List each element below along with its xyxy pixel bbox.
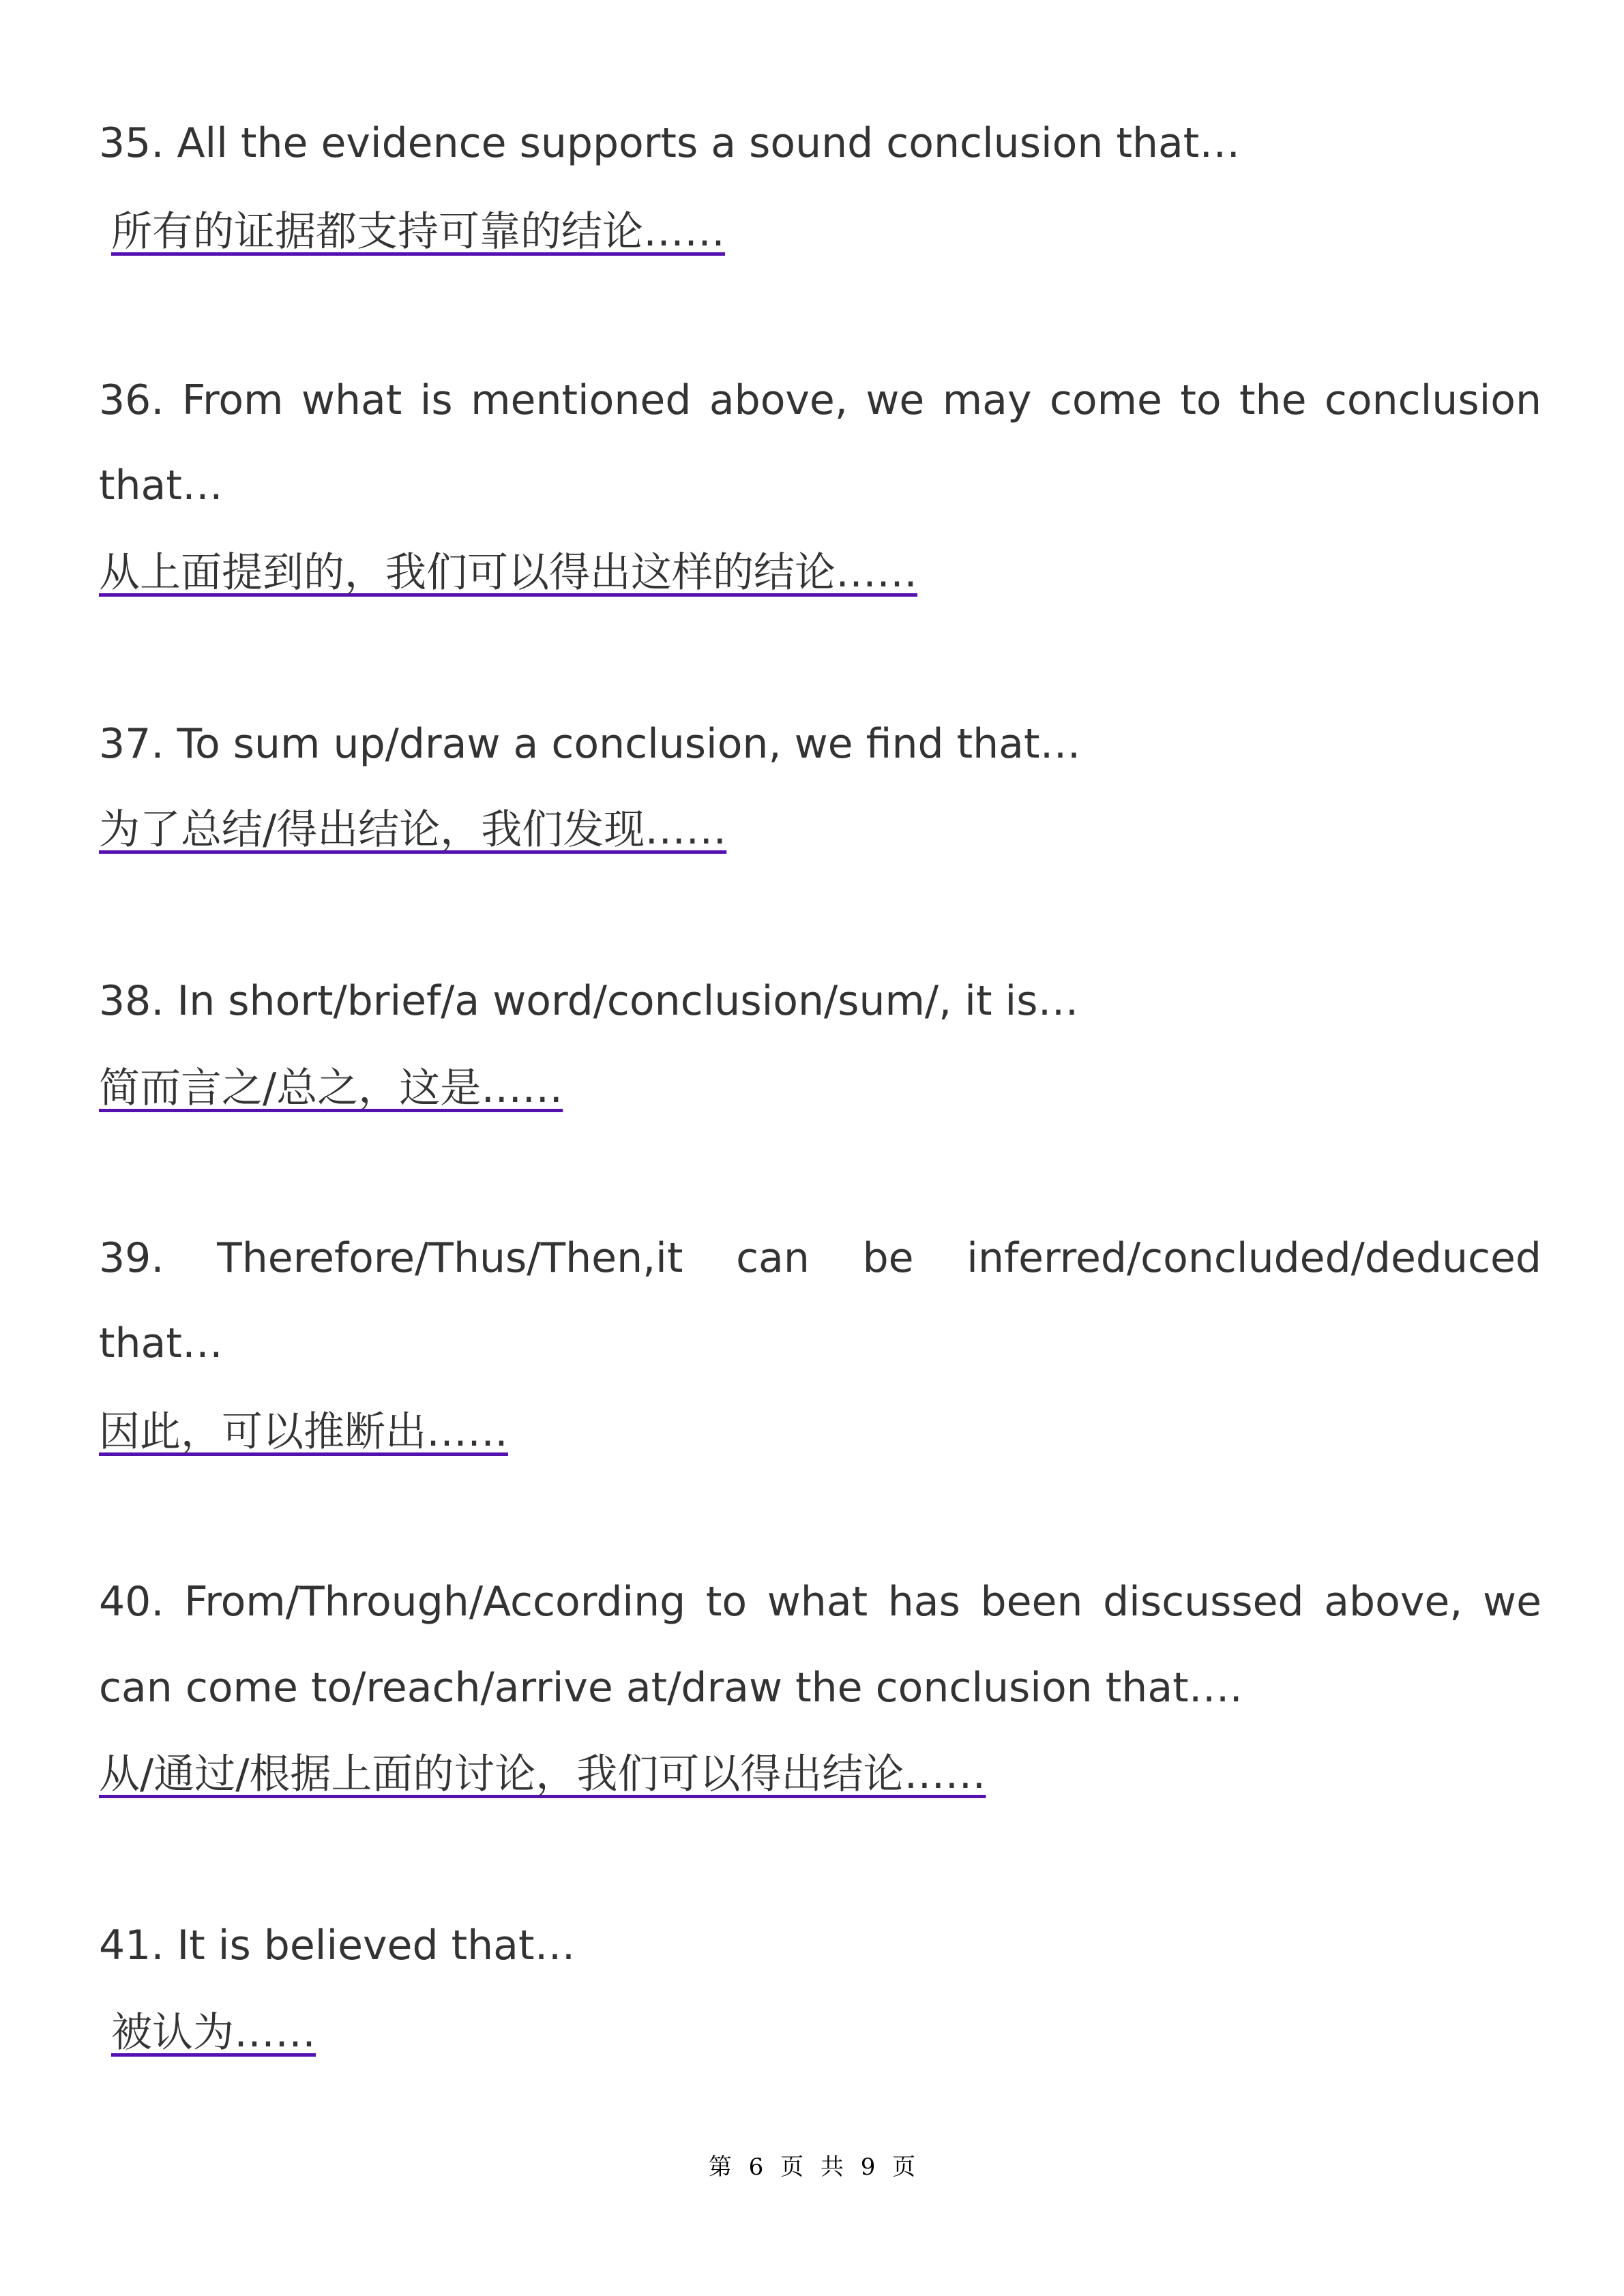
phrase-40-cn [99,1747,1541,1802]
phrase-37-en: 37. To sum up/draw a conclusion, we find that… [99,720,1081,768]
phrase-40-en-line1: 40. From/Through/According to what has been discussed above, we [99,1578,1541,1626]
translation-41: 被认为…… [111,2009,316,2057]
translation-35: 所有的证据都支持可靠的结论…… [111,208,725,256]
phrase-38-en: 38. In short/brief/a word/conclusion/sum/, it is… [99,977,1079,1025]
phrase-39-en-line2: that… [99,1320,223,1367]
translation-37: 为了总结/得出结论，我们发现…… [99,806,727,854]
translation-36: 从上面提到的，我们可以得出这样的结论…… [99,549,917,597]
translation-40: 从/通过/根据上面的讨论，我们可以得出结论…… [99,1750,986,1798]
phrase-35-en: 35. All the evidence supports a sound conclusion that… [99,119,1241,167]
phrase-38-cn [99,1061,1541,1116]
phrase-39-cn [99,1405,1541,1459]
phrase-37-cn [99,803,1541,857]
page-footer: 第 6 页 共 9 页 [708,2153,916,2181]
phrase-36-cn [99,546,1541,600]
phrase-39-en-line1: 39. Therefore/Thus/Then,it can be inferred/concluded/deduced [99,1234,1541,1282]
phrase-35-cn [111,205,1554,259]
phrase-36-en-line2: that… [99,462,223,509]
translation-39: 因此，可以推断出…… [99,1408,508,1456]
phrase-41-cn [111,2006,1554,2060]
phrase-41-en: 41. It is believed that… [99,1922,576,1969]
phrase-36-en-line1: 36. From what is mentioned above, we may come to the conclusion [99,376,1541,424]
phrase-40-en-line2: can come to/reach/arrive at/draw the conclusion that…. [99,1664,1243,1712]
translation-38: 简而言之/总之，这是…… [99,1064,563,1112]
